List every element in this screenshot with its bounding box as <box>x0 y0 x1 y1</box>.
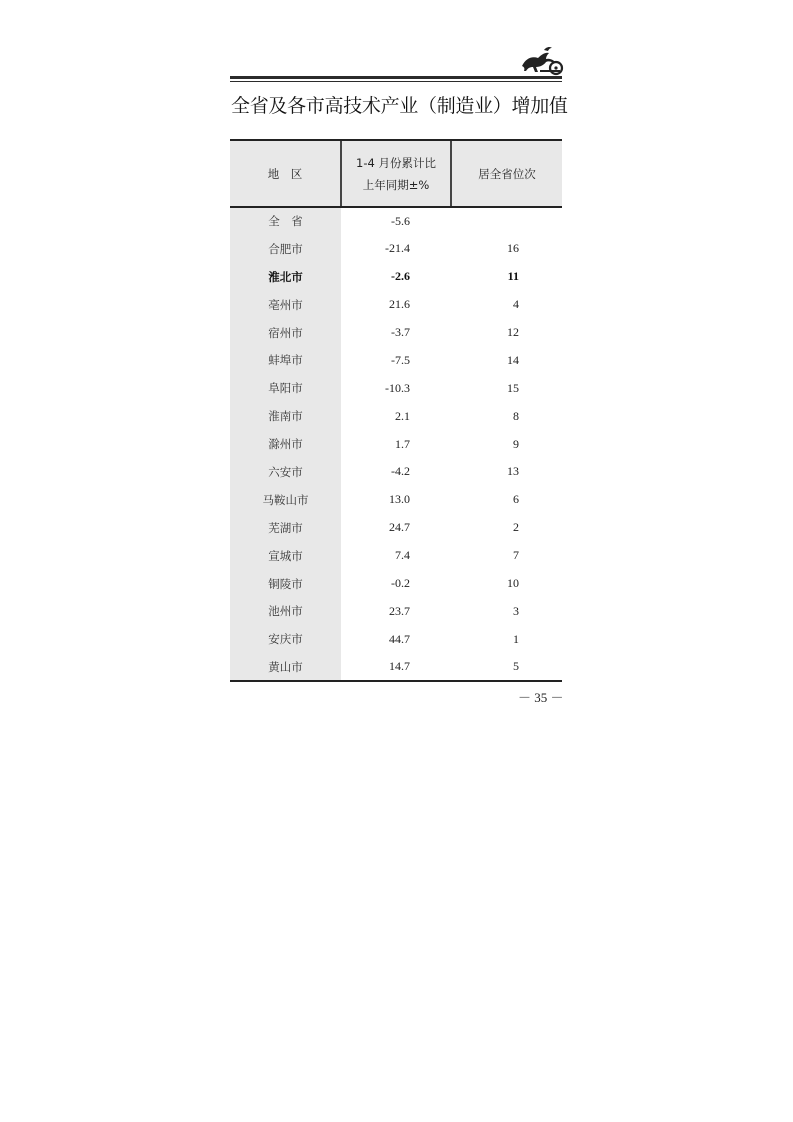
value-cell: -2.6 <box>391 269 410 284</box>
region-cell: 蚌埠市 <box>230 346 341 374</box>
region-cell: 马鞍山市 <box>230 486 341 514</box>
region-cell: 安庆市 <box>230 625 341 653</box>
rank-cell: 3 <box>513 603 519 618</box>
table-row <box>230 597 562 625</box>
rank-cell: 16 <box>507 241 519 256</box>
table-row <box>230 319 562 347</box>
data-table <box>230 139 562 682</box>
region-cell: 铜陵市 <box>230 570 341 598</box>
value-cell: -7.5 <box>391 352 410 367</box>
value-cell: -10.3 <box>385 380 410 395</box>
value-cell: -4.2 <box>391 464 410 479</box>
region-cell: 芜湖市 <box>230 514 341 542</box>
table-row <box>230 486 562 514</box>
region-cell: 池州市 <box>230 597 341 625</box>
table-row <box>230 458 562 486</box>
table-row <box>230 402 562 430</box>
rank-cell: 2 <box>513 520 519 535</box>
header-change-line1: 1-4 月份累计比 <box>356 155 436 170</box>
rank-cell: 14 <box>507 352 519 367</box>
table-row <box>230 291 562 319</box>
table-row <box>230 346 562 374</box>
table-row <box>230 430 562 458</box>
horse-logo-icon <box>518 44 564 78</box>
rank-cell: 8 <box>513 408 519 423</box>
rank-cell: 5 <box>451 653 562 681</box>
table-row <box>230 263 562 291</box>
value-cell: 23.7 <box>389 603 410 618</box>
value-cell: 13.0 <box>389 492 410 507</box>
page-title: 全省及各市高技术产业（制造业）增加值 <box>231 95 568 117</box>
value-cell: 2.1 <box>395 408 410 423</box>
table-row <box>230 542 562 570</box>
region-cell: 黄山市 <box>230 653 341 681</box>
table-row <box>230 207 562 235</box>
rank-cell: 9 <box>513 436 519 451</box>
table-row <box>230 235 562 263</box>
value-cell: -21.4 <box>385 241 410 256</box>
region-cell: 宿州市 <box>230 319 341 347</box>
table-row <box>230 653 562 681</box>
value-cell: -3.7 <box>391 325 410 339</box>
header-change-line2: 上年同期±% <box>362 177 430 192</box>
region-cell: 滁州市 <box>230 430 341 458</box>
region-cell: 亳州市 <box>230 291 341 319</box>
region-cell: 阜阳市 <box>230 374 341 402</box>
region-cell: 宣城市 <box>230 542 341 570</box>
header-rule-thick <box>230 76 562 79</box>
region-cell: 六安市 <box>230 458 341 486</box>
rank-cell <box>451 207 562 235</box>
rank-cell: 6 <box>513 492 519 507</box>
rank-cell: 4 <box>513 297 519 312</box>
value-cell: -5.6 <box>391 213 410 228</box>
value-cell: -0.2 <box>391 576 410 591</box>
table-row <box>230 625 562 653</box>
value-cell: 7.4 <box>395 548 410 563</box>
rank-cell: 15 <box>507 380 519 395</box>
value-cell: 44.7 <box>389 631 410 646</box>
region-cell: 淮北市 <box>230 263 341 291</box>
region-cell: 合肥市 <box>230 235 341 263</box>
table-header-row <box>230 140 562 207</box>
rank-cell: 12 <box>507 325 519 339</box>
rank-cell: 11 <box>507 269 519 284</box>
rank-cell: 1 <box>513 631 519 646</box>
rank-cell: 10 <box>507 576 519 591</box>
header-rank: 居全省位次 <box>451 140 562 207</box>
header-region: 地 区 <box>230 140 341 207</box>
data-table-container <box>230 139 562 682</box>
value-cell: 24.7 <box>389 520 410 535</box>
region-cell: 全 省 <box>230 207 341 235</box>
value-cell: 14.7 <box>341 653 451 681</box>
table-row <box>230 570 562 598</box>
value-cell: 1.7 <box>395 436 410 451</box>
region-cell: 淮南市 <box>230 402 341 430</box>
header-rule-thin <box>230 81 562 82</box>
page-number: － 35 － <box>518 690 564 705</box>
value-cell: 21.6 <box>389 297 410 312</box>
table-row <box>230 514 562 542</box>
table-row <box>230 374 562 402</box>
rank-cell: 7 <box>513 548 519 563</box>
rank-cell: 13 <box>507 464 519 479</box>
header-change <box>341 140 451 207</box>
